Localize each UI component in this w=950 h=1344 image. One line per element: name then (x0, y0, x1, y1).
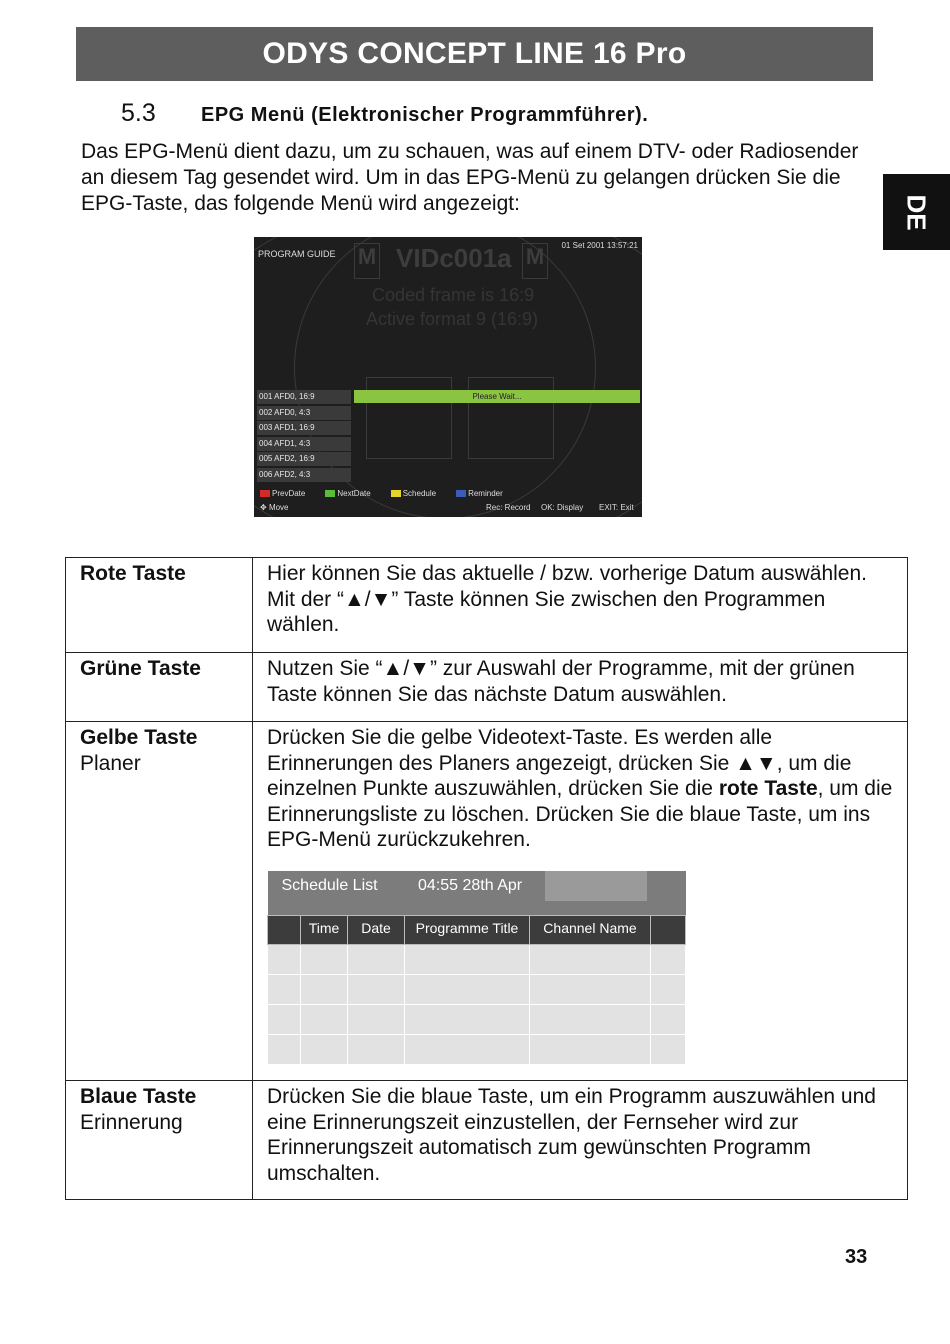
key-function-table (65, 557, 908, 1200)
key-label: Blaue Taste (80, 1085, 197, 1108)
color-key-legend (260, 489, 503, 498)
schedule-row[interactable] (268, 1004, 686, 1034)
record-hint: Rec: Record (486, 503, 531, 512)
column-blank (651, 915, 686, 944)
page-number: 33 (845, 1246, 868, 1268)
key-label: Rote Taste (80, 562, 186, 585)
language-tab (883, 174, 950, 250)
schedule-row[interactable] (268, 974, 686, 1004)
schedule-row[interactable] (268, 944, 686, 974)
ghost-title: VIDc001a (396, 243, 512, 273)
key-cell (66, 1081, 253, 1200)
column-time: Time (301, 915, 348, 944)
column-channel-name: Channel Name (530, 915, 651, 944)
ghost-line: Coded frame is 16:9 (372, 285, 535, 305)
channel-item[interactable]: 001 AFD0, 16:9 (257, 390, 351, 404)
move-arrows-icon: ✥ (260, 503, 267, 512)
red-key-icon (260, 490, 270, 497)
legend-schedule: Schedule (391, 489, 436, 498)
schedule-column-headers (268, 915, 686, 944)
schedule-row[interactable] (268, 1034, 686, 1064)
description-cell: Hier können Sie das aktuelle / bzw. vorherige Datum auswählen. Mit der “▲/▼” Taste können Sie zwischen den Programmen wählen. (253, 558, 908, 653)
move-hint: Move (268, 503, 289, 512)
key-sublabel: Planer (80, 751, 141, 775)
exit-hint: EXIT: Exit (599, 503, 634, 512)
ghost-line: Active format 9 (16:9) (366, 309, 539, 329)
key-sublabel: Erinnerung (80, 1110, 183, 1134)
m-logo-icon: M (354, 243, 380, 279)
green-key-icon (325, 490, 335, 497)
key-label: Gelbe Taste (80, 726, 198, 749)
display-hint: OK: Display (541, 503, 584, 512)
table-row-green (66, 653, 908, 722)
description-cell: Drücken Sie die blaue Taste, um ein Programm auszuwählen und eine Erinnerungszeit einzustellen, der Fernseher wird zur Erinnerungszeit automatisch zum gewünschten Programm umschalten. (253, 1081, 908, 1200)
program-guide-title: PROGRAM GUIDE (258, 249, 336, 259)
epg-clock: 01 Set 2001 13:57:21 (561, 241, 638, 250)
epg-footer (260, 503, 636, 512)
please-wait-bar: Please Wait... (354, 390, 640, 403)
table-row-red (66, 558, 908, 653)
yellow-key-icon (391, 490, 401, 497)
table-row-yellow (66, 722, 908, 1081)
schedule-time: 04:55 28th Apr (418, 876, 523, 894)
key-cell (66, 558, 253, 653)
section-title: EPG Menü (Elektronischer Programmführer). (201, 104, 649, 126)
channel-item[interactable]: 005 AFD2, 16:9 (257, 452, 351, 466)
column-date: Date (348, 915, 405, 944)
document-title: ODYS CONCEPT LINE 16 Pro (262, 37, 687, 70)
description-cell: Drücken Sie die gelbe Videotext-Taste. Es werden alle Erinnerungen des Planers angezeigt, drücken Sie ▲▼, um die einzelnen Punkte auszuwählen, drücken Sie die rote Taste, um die Erinnerungsliste zu löschen. Drücken Sie die blaue Taste, um ins EPG-Menü zurückzukehren. Schedule List 04:55 28th Apr Time Date Programme Title Channel Name (253, 722, 908, 1081)
legend-prevdate: PrevDate (260, 489, 305, 498)
legend-reminder: Reminder (456, 489, 503, 498)
m-logo-icon: M (522, 243, 548, 279)
epg-screenshot (254, 237, 642, 517)
intro-paragraph: Das EPG-Menü dient dazu, um zu schauen, was auf einem DTV- oder Radiosender an diesem Tag gesendet wird. Um in das EPG-Menü zu gelangen drücken Sie die EPG-Taste, das folgende Menü wird angezeigt: (81, 140, 859, 215)
schedule-list-panel (267, 871, 686, 1065)
legend-nextdate: NextDate (325, 489, 370, 498)
language-label: DE (902, 193, 932, 231)
key-label: Grüne Taste (80, 657, 201, 680)
key-cell (66, 722, 253, 1081)
channel-item[interactable]: 006 AFD2, 4:3 (257, 468, 351, 482)
column-programme-title: Programme Title (405, 915, 530, 944)
section-number: 5.3 (121, 99, 156, 127)
channel-item[interactable]: 002 AFD0, 4:3 (257, 406, 351, 420)
table-row-blue (66, 1081, 908, 1200)
channel-item[interactable]: 003 AFD1, 16:9 (257, 421, 351, 435)
column-blank (268, 915, 301, 944)
channel-item[interactable]: 004 AFD1, 4:3 (257, 437, 351, 451)
schedule-header (268, 871, 686, 916)
channel-list (257, 390, 351, 484)
description-cell: Nutzen Sie “▲/▼” zur Auswahl der Programme, mit der grünen Taste können Sie das nächste Datum auswählen. (253, 653, 908, 722)
header-bar (76, 27, 873, 81)
blue-key-icon (456, 490, 466, 497)
key-cell (66, 653, 253, 722)
section-heading (121, 99, 648, 128)
schedule-title: Schedule List (281, 876, 378, 894)
schedule-header-box (545, 871, 647, 901)
